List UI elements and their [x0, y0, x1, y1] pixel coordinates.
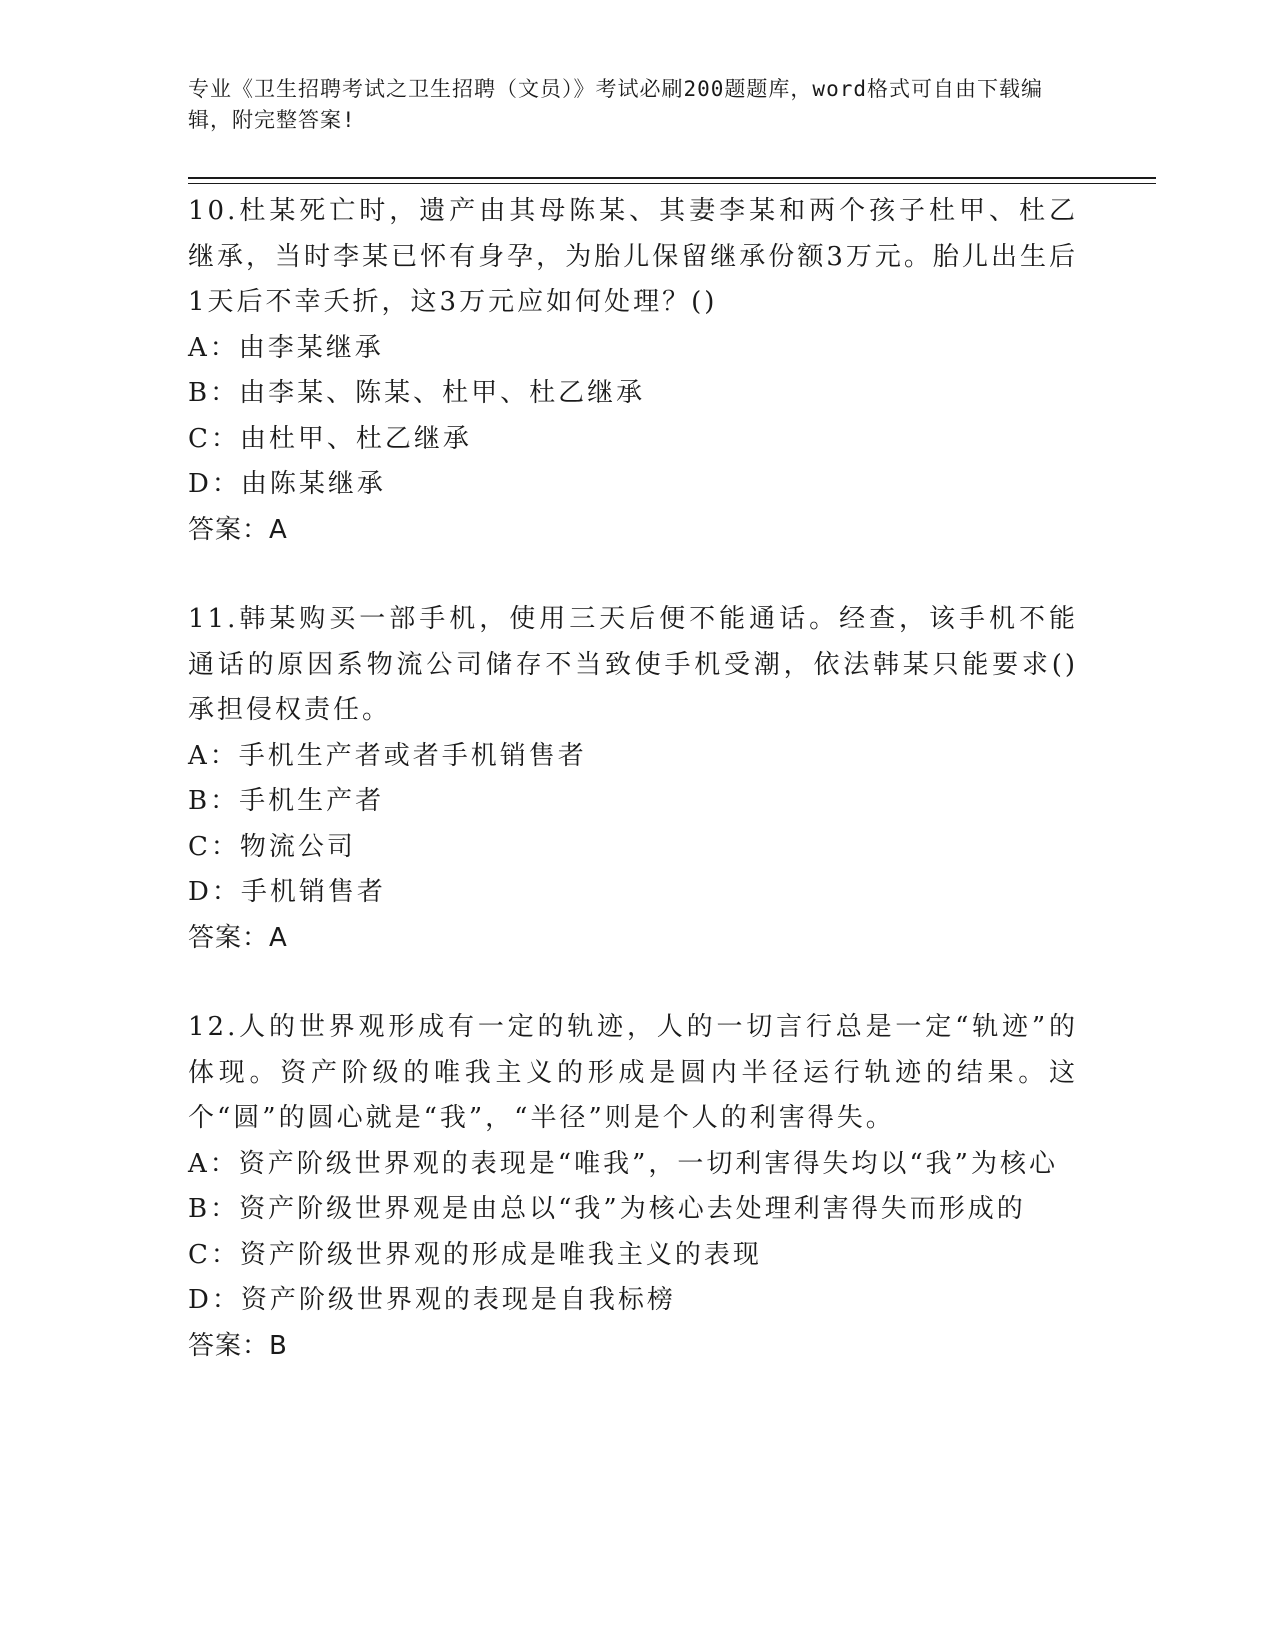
- answer-line: 答案：B: [188, 1330, 288, 1361]
- option-c: C：物流公司: [188, 831, 356, 862]
- header-divider-thick: [188, 177, 1156, 179]
- option-a: A：由李某继承: [188, 332, 384, 363]
- question-stem: 12.人的世界观形成有一定的轨迹，人的一切言行总是一定“轨迹”的体现。资产阶级的唯我主义的形成是圆内半径运行轨迹的结果。这个“圆”的圆心就是“我”，“半径”则是个人的利害得失。: [188, 1012, 1078, 1133]
- question-list: [188, 189, 1078, 1413]
- option-c: C：资产阶级世界观的形成是唯我主义的表现: [188, 1239, 762, 1270]
- question-11: [188, 597, 1078, 961]
- question-stem: 11.韩某购买一部手机，使用三天后便不能通话。经查，该手机不能通话的原因系物流公司储存不当致使手机受潮，依法韩某只能要求()承担侵权责任。: [188, 604, 1078, 725]
- option-b: B：由李某、陈某、杜甲、杜乙继承: [188, 378, 646, 408]
- answer-line: 答案：A: [188, 514, 288, 545]
- question-10: [188, 189, 1078, 553]
- option-b: B：手机生产者: [188, 786, 385, 816]
- option-a: A：资产阶级世界观的表现是“唯我”，一切利害得失均以“我”为核心: [188, 1148, 1058, 1179]
- option-b: B：资产阶级世界观是由总以“我”为核心去处理利害得失而形成的: [188, 1194, 1026, 1224]
- option-d: D：由陈某继承: [188, 469, 386, 499]
- header-divider-thin: [188, 183, 1156, 184]
- option-c: C：由杜甲、杜乙继承: [188, 423, 472, 454]
- option-d: D：资产阶级世界观的表现是自我标榜: [188, 1285, 676, 1315]
- question-stem: 10.杜某死亡时，遗产由其母陈某、其妻李某和两个孩子杜甲、杜乙继承，当时李某已怀有身孕，为胎儿保留继承份额3万元。胎儿出生后1天后不幸夭折，这3万元应如何处理？(): [188, 196, 1078, 317]
- option-d: D：手机销售者: [188, 877, 386, 907]
- option-a: A：手机生产者或者手机销售者: [188, 740, 587, 771]
- document-header: 专业《卫生招聘考试之卫生招聘（文员）》考试必刷200题题库，word格式可自由下载编辑，附完整答案!: [188, 77, 1043, 132]
- question-12: [188, 1005, 1078, 1369]
- answer-line: 答案：A: [188, 922, 288, 953]
